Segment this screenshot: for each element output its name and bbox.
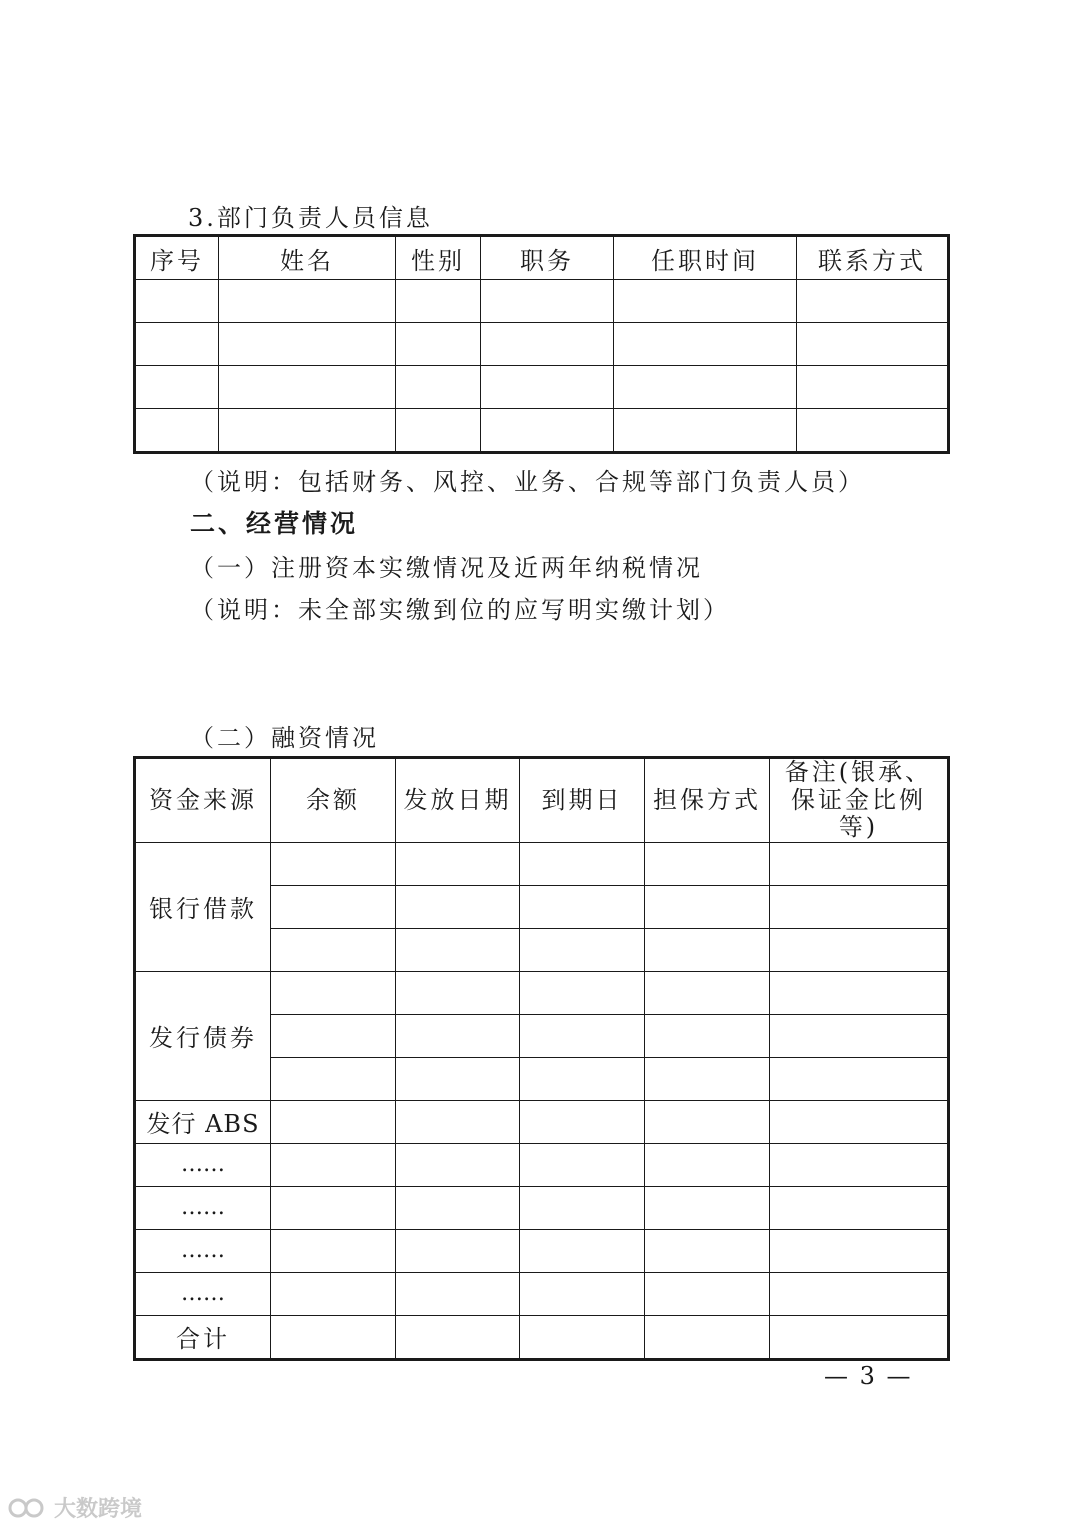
table-cell[interactable] — [396, 409, 481, 453]
table-cell[interactable] — [135, 323, 219, 366]
table-cell[interactable] — [396, 928, 520, 971]
col-header-maturity-date: 到期日 — [520, 758, 645, 843]
table-row — [135, 1315, 949, 1359]
financing-table — [133, 756, 950, 1361]
col-header-position: 职务 — [481, 236, 614, 280]
table-cell[interactable] — [271, 1186, 396, 1229]
table-cell[interactable] — [770, 928, 949, 971]
table-row — [135, 1186, 949, 1229]
table-cell[interactable] — [396, 1100, 520, 1143]
table-row — [135, 1229, 949, 1272]
row-label-bank-loan: 银行借款 — [135, 842, 271, 971]
table-cell[interactable] — [645, 1186, 770, 1229]
table-row — [135, 323, 949, 366]
table-cell[interactable] — [396, 323, 481, 366]
watermark-text: 大数跨境 — [54, 1497, 143, 1522]
row-label-ellipsis: …… — [135, 1272, 271, 1315]
row-label-total: 合计 — [135, 1315, 271, 1359]
subheading-financing: （二）融资情况 — [190, 724, 379, 752]
table-cell[interactable] — [520, 1229, 645, 1272]
col-header-name: 姓名 — [219, 236, 396, 280]
note-department-heads: （说明：包括财务、风控、业务、合规等部门负责人员） — [190, 468, 865, 496]
col-header-balance: 余额 — [271, 758, 396, 843]
table-cell[interactable] — [520, 1272, 645, 1315]
table-cell[interactable] — [135, 409, 219, 453]
note-capital-plan: （说明：未全部实缴到位的应写明实缴计划） — [190, 596, 730, 624]
table-cell[interactable] — [135, 366, 219, 409]
table-cell[interactable] — [271, 1100, 396, 1143]
table-cell[interactable] — [271, 885, 396, 928]
table-cell[interactable] — [645, 1272, 770, 1315]
department-head-table — [133, 234, 950, 454]
table-cell[interactable] — [770, 971, 949, 1014]
table-row — [135, 409, 949, 453]
table-cell[interactable] — [614, 366, 797, 409]
table-cell[interactable] — [770, 1100, 949, 1143]
watermark-logo-icon — [8, 1496, 48, 1520]
table-cell[interactable] — [520, 1143, 645, 1186]
table-cell[interactable] — [645, 1315, 770, 1359]
watermark — [8, 1492, 142, 1523]
table-row — [135, 1100, 949, 1143]
row-label-ellipsis: …… — [135, 1229, 271, 1272]
table-cell[interactable] — [520, 928, 645, 971]
table-cell[interactable] — [614, 323, 797, 366]
col-header-gender: 性别 — [396, 236, 481, 280]
table-cell[interactable] — [520, 885, 645, 928]
table-cell[interactable] — [520, 1014, 645, 1057]
table-row — [135, 366, 949, 409]
table-cell[interactable] — [219, 366, 396, 409]
table-cell[interactable] — [396, 842, 520, 885]
col-header-guarantee: 担保方式 — [645, 758, 770, 843]
table-cell[interactable] — [520, 1057, 645, 1100]
table-cell[interactable] — [481, 366, 614, 409]
table-row — [135, 280, 949, 323]
table-cell[interactable] — [271, 1057, 396, 1100]
table-cell[interactable] — [396, 280, 481, 323]
table-cell[interactable] — [645, 971, 770, 1014]
table-cell[interactable] — [770, 1186, 949, 1229]
table-row — [135, 1272, 949, 1315]
table-cell[interactable] — [645, 1229, 770, 1272]
table-cell[interactable] — [271, 1272, 396, 1315]
table-cell[interactable] — [520, 1315, 645, 1359]
table-row — [135, 971, 949, 1014]
table-cell[interactable] — [614, 409, 797, 453]
table-cell[interactable] — [271, 928, 396, 971]
table-cell[interactable] — [645, 842, 770, 885]
heading-operations: 二、经营情况 — [190, 509, 359, 538]
table-cell[interactable] — [219, 280, 396, 323]
table-cell[interactable] — [481, 280, 614, 323]
table-cell[interactable] — [396, 1014, 520, 1057]
table-cell[interactable] — [770, 1143, 949, 1186]
col-header-source: 资金来源 — [135, 758, 271, 843]
table-cell[interactable] — [645, 1143, 770, 1186]
table-cell[interactable] — [396, 1143, 520, 1186]
table-cell[interactable] — [645, 928, 770, 971]
table-cell[interactable] — [271, 1014, 396, 1057]
table-row — [135, 842, 949, 885]
row-label-abs: 发行 ABS — [135, 1100, 271, 1143]
table-cell[interactable] — [396, 1057, 520, 1100]
table-cell[interactable] — [770, 1315, 949, 1359]
table-cell[interactable] — [271, 1315, 396, 1359]
table-cell[interactable] — [520, 971, 645, 1014]
table-cell[interactable] — [271, 1229, 396, 1272]
table-cell[interactable] — [770, 1014, 949, 1057]
table-cell[interactable] — [645, 1014, 770, 1057]
table-cell[interactable] — [770, 885, 949, 928]
table-cell[interactable] — [797, 323, 949, 366]
table-cell[interactable] — [271, 842, 396, 885]
table-cell[interactable] — [770, 1272, 949, 1315]
col-header-tenure: 任职时间 — [614, 236, 797, 280]
table-cell[interactable] — [396, 1272, 520, 1315]
table-cell[interactable] — [481, 323, 614, 366]
col-header-index: 序号 — [135, 236, 219, 280]
page-number: — 3 — — [824, 1362, 913, 1390]
table-cell[interactable] — [770, 1229, 949, 1272]
table-cell[interactable] — [396, 366, 481, 409]
table-row — [135, 1143, 949, 1186]
table-cell[interactable] — [271, 1143, 396, 1186]
table-cell[interactable] — [520, 1186, 645, 1229]
table-cell[interactable] — [481, 409, 614, 453]
table-cell[interactable] — [797, 280, 949, 323]
table-cell[interactable] — [219, 409, 396, 453]
table-cell[interactable] — [396, 1315, 520, 1359]
table-cell[interactable] — [520, 842, 645, 885]
table-cell[interactable] — [396, 971, 520, 1014]
table-cell[interactable] — [614, 280, 797, 323]
row-label-ellipsis: …… — [135, 1186, 271, 1229]
table-cell[interactable] — [135, 280, 219, 323]
table-cell[interactable] — [520, 1100, 645, 1143]
table-cell[interactable] — [396, 885, 520, 928]
col-header-contact: 联系方式 — [797, 236, 949, 280]
table-cell[interactable] — [797, 366, 949, 409]
section-3-title: 3.部门负责人员信息 — [188, 204, 433, 232]
table-cell[interactable] — [219, 323, 396, 366]
table-header-row — [135, 236, 949, 280]
subheading-capital-tax: （一）注册资本实缴情况及近两年纳税情况 — [190, 554, 703, 582]
table-cell[interactable] — [797, 409, 949, 453]
row-label-bond: 发行债券 — [135, 971, 271, 1100]
table-cell[interactable] — [770, 1057, 949, 1100]
table-cell[interactable] — [271, 971, 396, 1014]
table-cell[interactable] — [396, 1229, 520, 1272]
table-cell[interactable] — [645, 1100, 770, 1143]
table-cell[interactable] — [396, 1186, 520, 1229]
table-cell[interactable] — [645, 1057, 770, 1100]
table-header-row — [135, 758, 949, 843]
col-header-issue-date: 发放日期 — [396, 758, 520, 843]
table-cell[interactable] — [770, 842, 949, 885]
col-header-remarks: 备注(银承、保证金比例等) — [770, 758, 949, 843]
table-cell[interactable] — [645, 885, 770, 928]
row-label-ellipsis: …… — [135, 1143, 271, 1186]
